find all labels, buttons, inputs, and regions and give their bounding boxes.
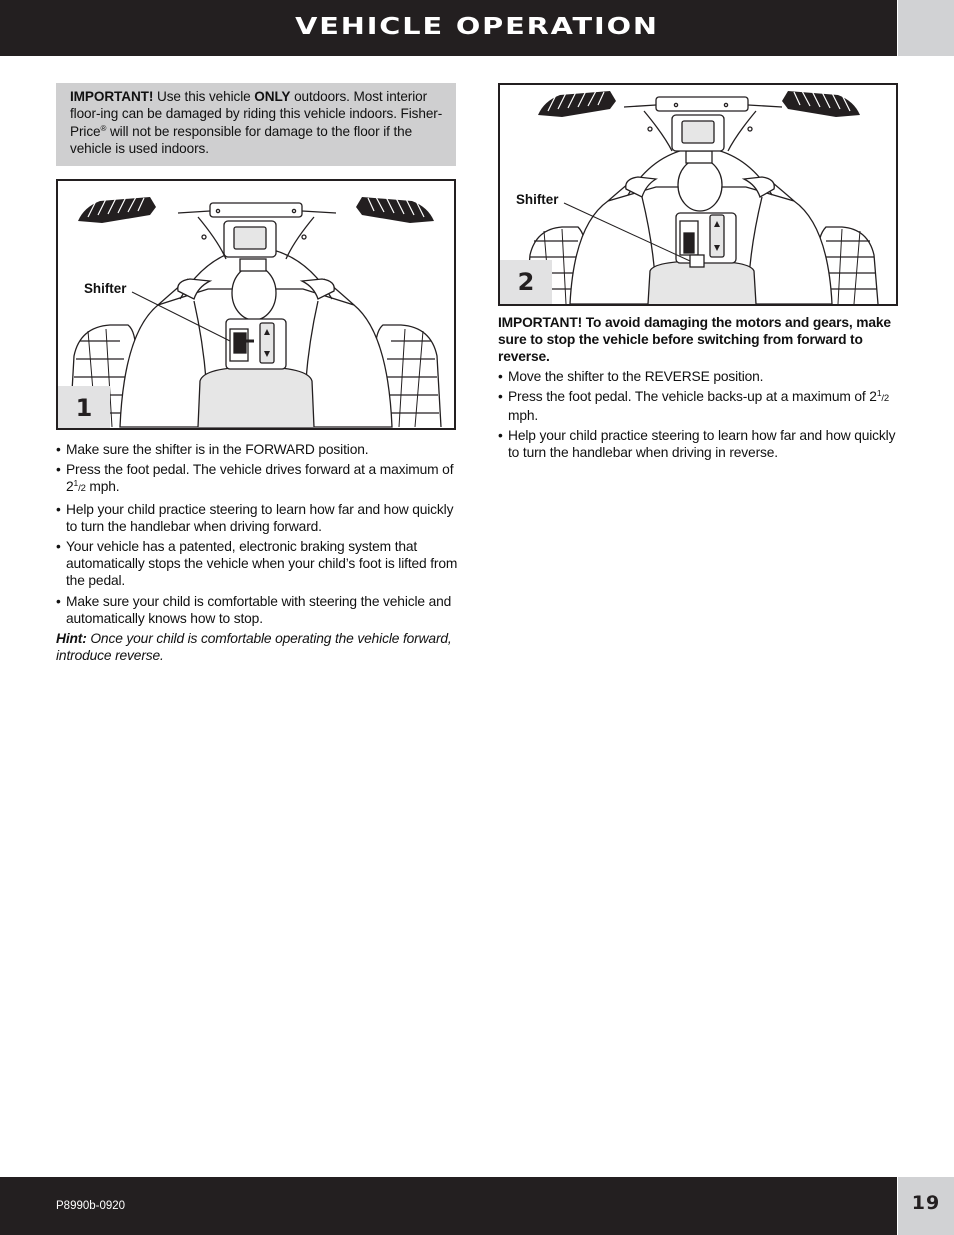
important-label: IMPORTANT! — [70, 89, 154, 104]
hint-label: Hint: — [56, 631, 87, 647]
hint — [56, 630, 460, 664]
shifter-callout: Shifter — [516, 192, 559, 207]
footer-bar — [0, 1177, 897, 1235]
important-only: ONLY — [254, 89, 291, 104]
figure-number: 2 — [500, 260, 552, 304]
document-code: P8990b-0920 — [56, 1200, 126, 1212]
important-text-a: Use this vehicle — [153, 89, 255, 104]
important-text-b: outdoors. Most interior floor-ing can be damaged by riding this vehicle indoors. Fisher-Price — [70, 89, 443, 139]
bullet-text: mph. — [85, 479, 120, 495]
reverse-warning: IMPORTANT! To avoid damaging the motors and gears, make sure to stop the vehicle before switching from forward to reverse. — [498, 315, 891, 365]
figure-1 — [56, 179, 456, 430]
bullet-text: Press the foot pedal. The vehicle drives forward at a maximum of 2 — [66, 462, 454, 495]
list-item: • Your vehicle has a patented, electronic braking system that automatically stops the vehicle when your child’s foot is lifted from the pedal. — [56, 538, 460, 590]
registered-mark: ® — [100, 123, 107, 133]
list-item: • Make sure your child is comfortable with steering the vehicle and automatically knows how to stop. — [56, 593, 460, 627]
list-item — [56, 461, 460, 497]
important-text-c: will not be responsible for damage to the floor if the vehicle is used indoors. — [70, 123, 413, 157]
fraction-denominator: /2 — [78, 483, 86, 495]
fraction-numerator: 1 — [73, 478, 79, 489]
list-item: • Help your child practice steering to learn how far and how quickly to turn the handlebar when driving in reverse. — [498, 427, 902, 461]
list-item: • Help your child practice steering to learn how far and how quickly to turn the handlebar when driving forward. — [56, 501, 460, 535]
fraction — [876, 387, 890, 404]
fraction-denominator: /2 — [881, 392, 890, 404]
figure-2 — [498, 83, 898, 306]
list-item: • Move the shifter to the REVERSE position. — [498, 368, 902, 385]
list-item: • Make sure the shifter is in the FORWARD position. — [56, 441, 460, 458]
reverse-instructions — [498, 314, 902, 465]
page-number: 19 — [911, 1192, 941, 1214]
bullet-text: Press the foot pedal. The vehicle backs-up at a maximum of 2 — [508, 388, 877, 404]
fraction-numerator: 1 — [876, 387, 882, 398]
vehicle-reverse-illustration — [500, 85, 896, 304]
hint-text: Once your child is comfortable operating the vehicle forward, introduce reverse. — [56, 631, 452, 664]
page-title: VEHICLE OPERATION — [295, 14, 659, 40]
important-notice — [56, 83, 456, 166]
list-item — [498, 388, 902, 424]
forward-instructions — [56, 441, 460, 664]
figure-number: 1 — [58, 386, 110, 430]
vehicle-forward-illustration — [58, 181, 454, 428]
shifter-callout: Shifter — [84, 281, 127, 296]
fraction — [73, 478, 86, 495]
bullet-text: mph. — [508, 408, 539, 424]
